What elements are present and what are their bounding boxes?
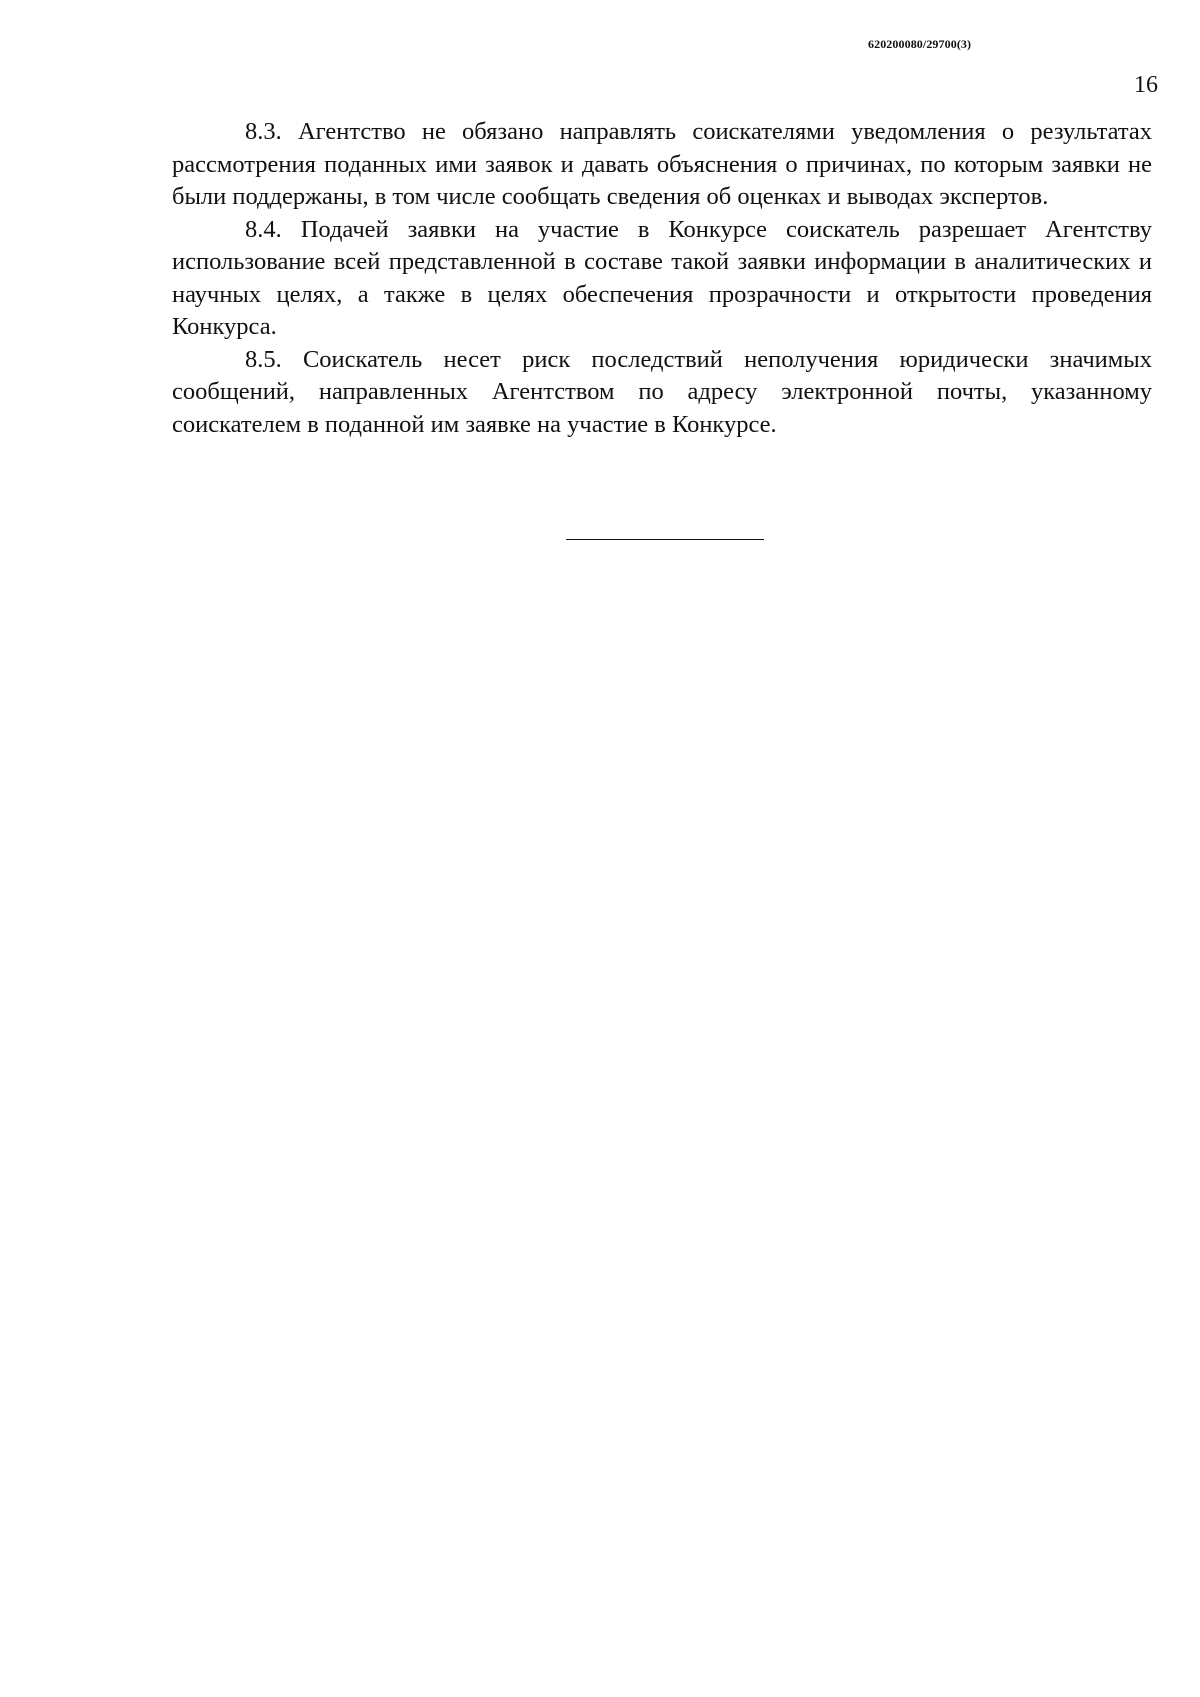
paragraph-8-4: 8.4. Подачей заявки на участие в Конкурсе соискатель разрешает Агентству использование всей представленной в составе такой заявки информации в аналитических и научных целях, а также в целях обеспечения прозрачности и открытости проведения Конкурса. bbox=[172, 215, 1152, 340]
document-body bbox=[172, 116, 1152, 441]
paragraph-8-5: 8.5. Соискатель несет риск последствий неполучения юридически значимых сообщений, направленных Агентством по адресу электронной почты, указанному соискателем в поданной им заявке на участие в Конкурсе. bbox=[172, 345, 1152, 438]
end-of-text-rule bbox=[566, 539, 764, 540]
page-number: 16 bbox=[1134, 72, 1158, 98]
document-code: 620200080/29700(3) bbox=[868, 37, 972, 51]
paragraph-8-3: 8.3. Агентство не обязано направлять соискателями уведомления о результатах рассмотрения поданных ими заявок и давать объяснения о причинах, по которым заявки не были поддержаны, в том числе сообщать сведения об оценках и выводах экспертов. bbox=[172, 118, 1152, 210]
